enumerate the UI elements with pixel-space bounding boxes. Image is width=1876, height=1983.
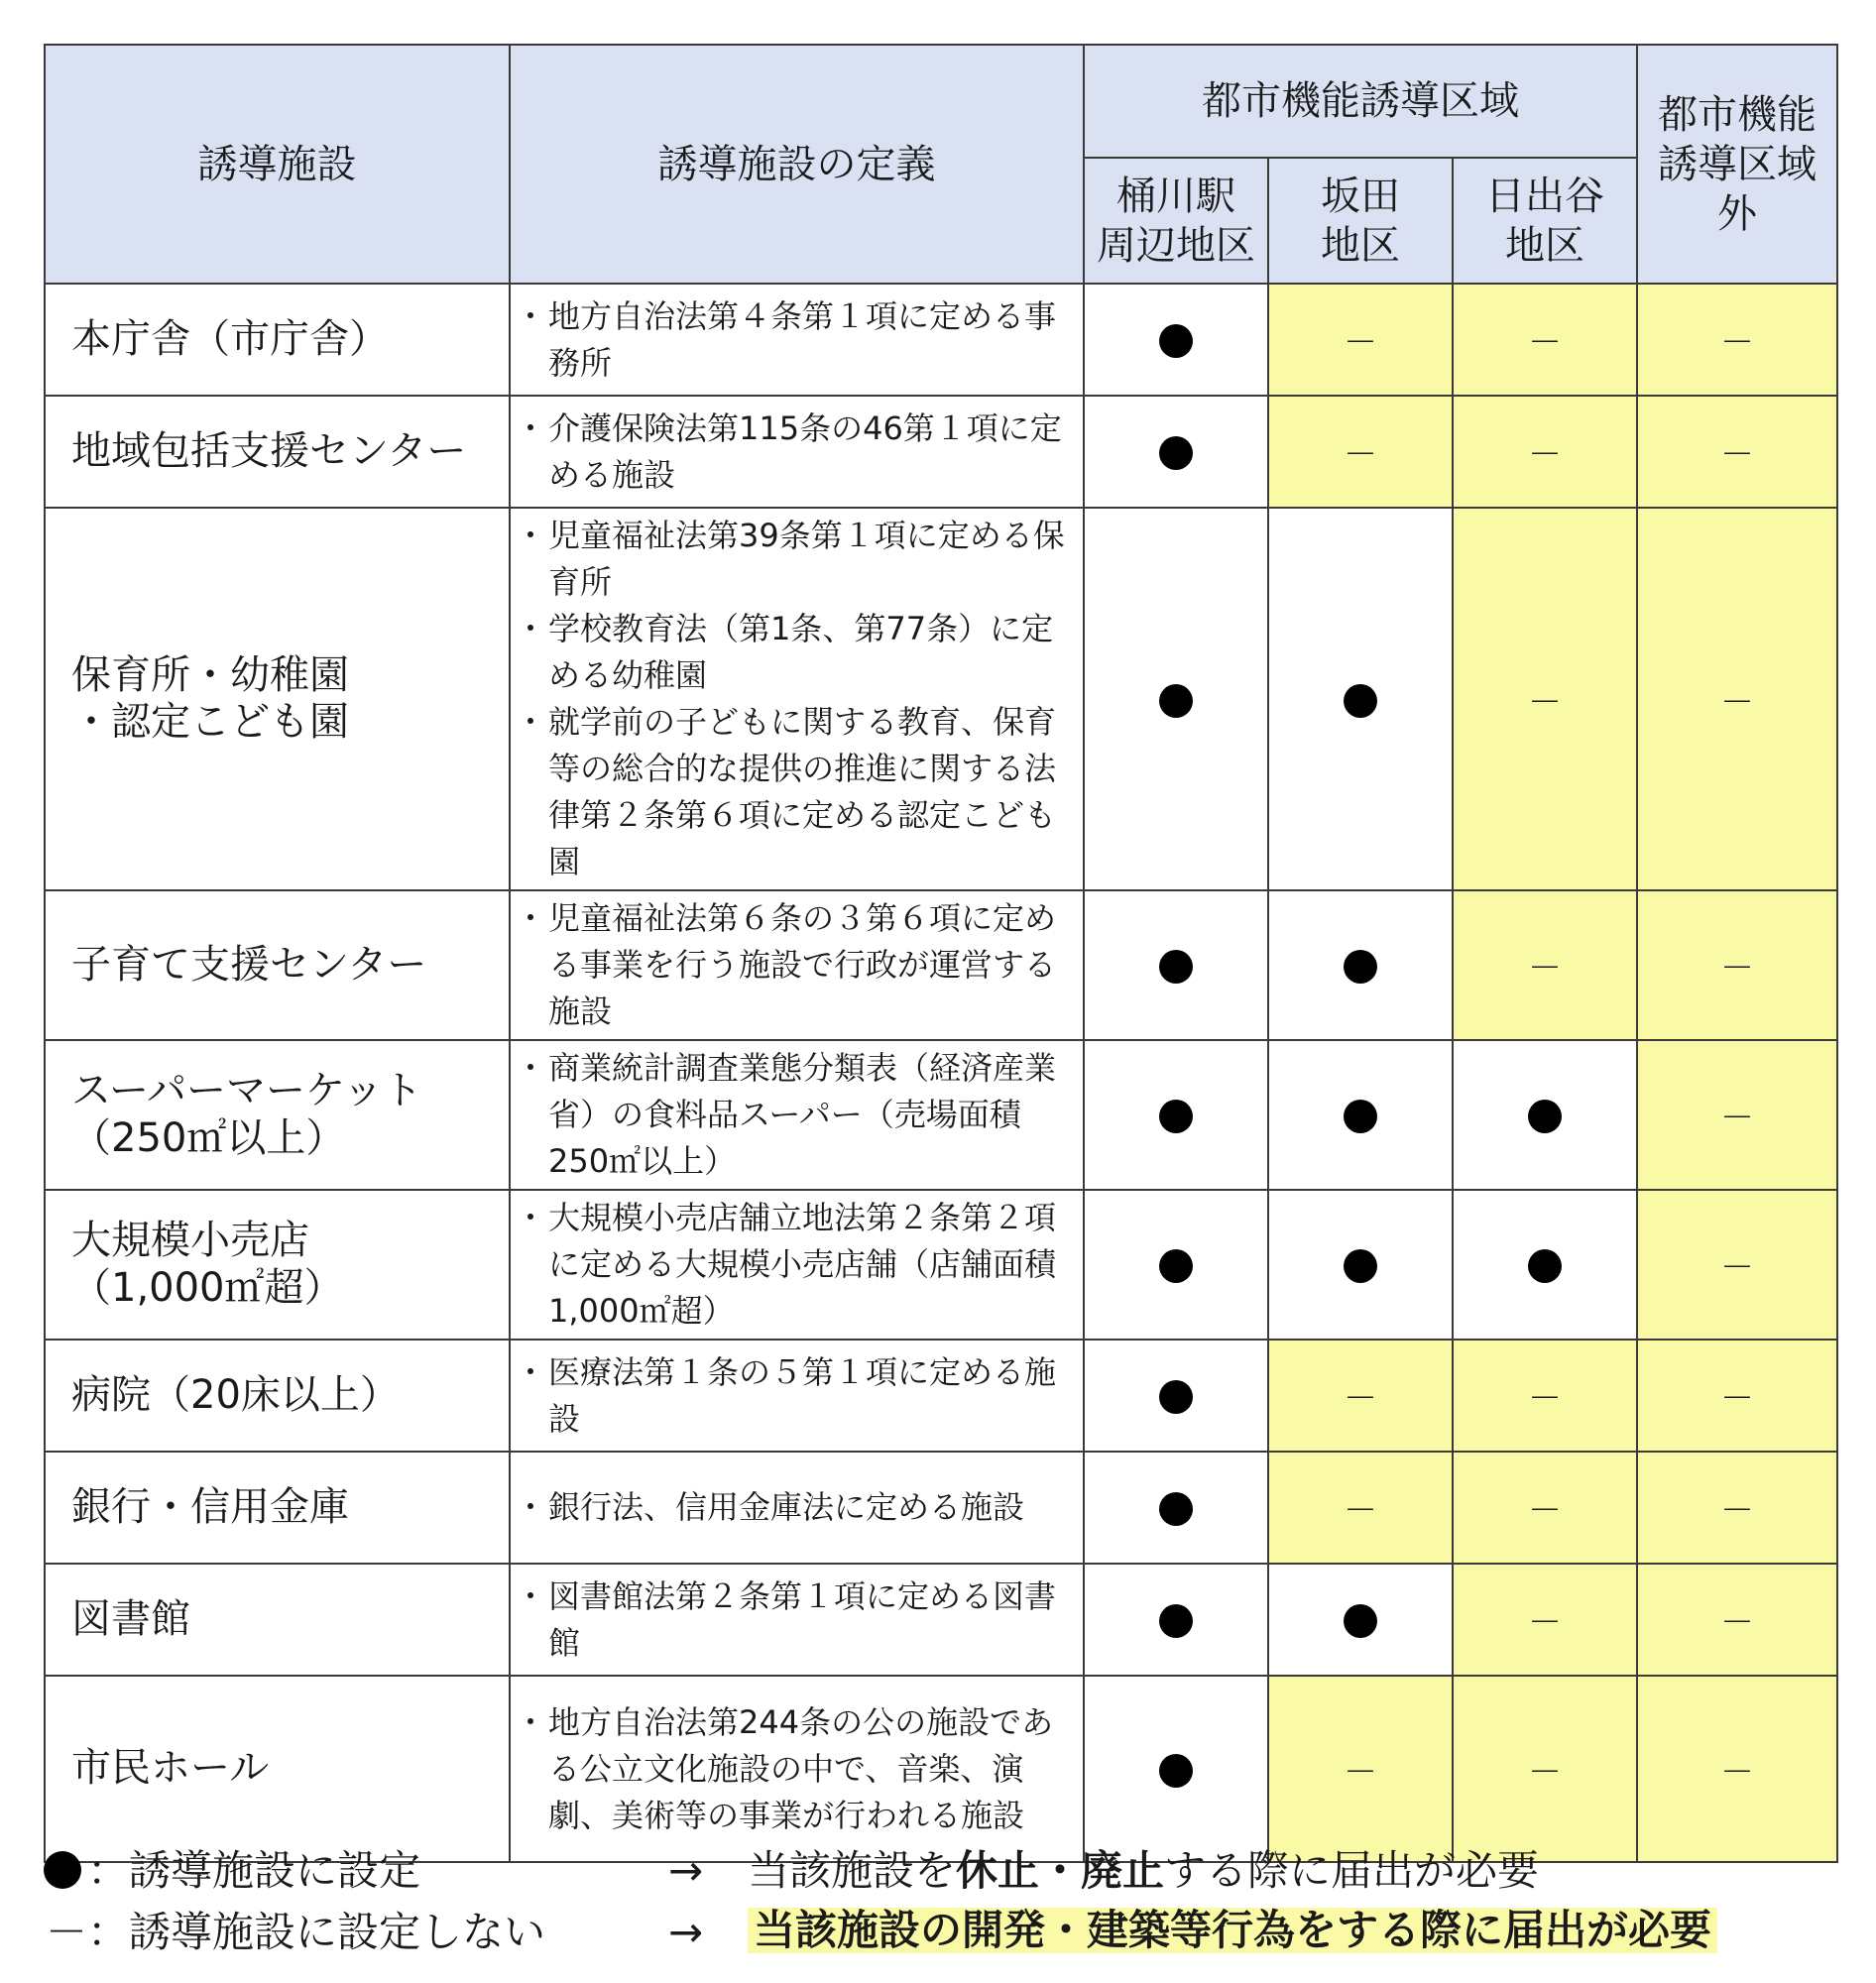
facility-name: 図書館	[45, 1564, 510, 1676]
not-designated-dash: －	[1344, 1491, 1377, 1531]
mark-cell-sakata	[1268, 508, 1453, 890]
not-designated-dash: －	[1720, 1248, 1755, 1288]
not-designated-dash: －	[1528, 435, 1562, 475]
designated-dot-icon	[1159, 1100, 1193, 1133]
mark-cell-okegawa	[1084, 1564, 1268, 1676]
mark-cell-outside	[1637, 396, 1837, 508]
definition-item: ・ 学校教育法（第1条、第77条）に定める幼稚園	[519, 606, 1079, 699]
not-designated-dash: －	[1528, 682, 1562, 723]
not-designated-dash: －	[1344, 1752, 1377, 1793]
not-designated-dash: －	[1720, 435, 1755, 475]
mark-cell-okegawa	[1084, 396, 1268, 508]
mark-cell-okegawa	[1084, 1676, 1268, 1862]
facility-name: 保育所・幼稚園 ・認定こども園	[45, 508, 510, 890]
facility-name: 大規模小売店 （1,000㎡超）	[45, 1190, 510, 1340]
mark-cell-sakata	[1268, 1564, 1453, 1676]
legend-dot-icon	[44, 1850, 81, 1892]
designated-dot-icon	[1159, 684, 1193, 718]
facility-table	[44, 44, 1838, 1863]
not-designated-dash: －	[1528, 1752, 1562, 1793]
table-row	[45, 284, 1837, 396]
mark-cell-hideya	[1453, 890, 1637, 1040]
not-designated-dash: －	[1344, 323, 1377, 363]
mark-cell-outside	[1637, 1564, 1837, 1676]
legend-dot-result: 当該施設を休止・廃止する際に届出が必要	[748, 1846, 1540, 1895]
not-designated-dash: －	[1720, 323, 1755, 363]
mark-cell-okegawa	[1084, 1452, 1268, 1564]
mark-cell-okegawa	[1084, 1040, 1268, 1190]
mark-cell-hideya	[1453, 284, 1637, 396]
table-row	[45, 1676, 1837, 1862]
mark-cell-hideya	[1453, 396, 1637, 508]
designated-dot-icon	[1344, 684, 1377, 718]
designated-dot-icon	[1344, 1100, 1377, 1133]
mark-cell-sakata	[1268, 284, 1453, 396]
table-row	[45, 1190, 1837, 1340]
mark-cell-outside	[1637, 1452, 1837, 1564]
mark-cell-hideya	[1453, 508, 1637, 890]
mark-cell-outside	[1637, 508, 1837, 890]
header-zone-okegawa: 桶川駅 周辺地区	[1084, 158, 1268, 284]
not-designated-dash: －	[1528, 1491, 1562, 1531]
mark-cell-sakata	[1268, 1190, 1453, 1340]
not-designated-dash: －	[1344, 435, 1377, 475]
mark-cell-sakata	[1268, 890, 1453, 1040]
mark-cell-outside	[1637, 1040, 1837, 1190]
facility-definition	[510, 508, 1084, 890]
table-row	[45, 396, 1837, 508]
legend-dash-label: ：誘導施設に設定しない	[87, 1908, 546, 1956]
facility-definition	[510, 1340, 1084, 1452]
legend-arrow-2: →	[668, 1908, 704, 1956]
mark-cell-outside	[1637, 890, 1837, 1040]
mark-cell-hideya	[1453, 1452, 1637, 1564]
definition-item: ・ 児童福祉法第39条第１項に定める保育所	[519, 513, 1079, 606]
header-facility: 誘導施設	[45, 45, 510, 284]
table-row	[45, 1564, 1837, 1676]
definition-item: ・ 地方自治法第244条の公の施設である公立文化施設の中で、音楽、演劇、美術等の事業が行われる施設	[519, 1699, 1079, 1839]
mark-cell-okegawa	[1084, 1340, 1268, 1452]
mark-cell-hideya	[1453, 1190, 1637, 1340]
mark-cell-okegawa	[1084, 508, 1268, 890]
mark-cell-hideya	[1453, 1676, 1637, 1862]
mark-cell-okegawa	[1084, 890, 1268, 1040]
designated-dot-icon	[1159, 1380, 1193, 1414]
designated-dot-icon	[1344, 1249, 1377, 1283]
not-designated-dash: －	[1720, 1099, 1755, 1138]
designated-dot-icon	[1159, 324, 1193, 358]
facility-name: 市民ホール	[45, 1676, 510, 1862]
table-row	[45, 508, 1837, 890]
facility-name: 銀行・信用金庫	[45, 1452, 510, 1564]
header-definition: 誘導施設の定義	[510, 45, 1084, 284]
mark-cell-sakata	[1268, 1452, 1453, 1564]
designated-dot-icon	[1159, 950, 1193, 984]
mark-cell-hideya	[1453, 1564, 1637, 1676]
not-designated-dash: －	[1528, 1603, 1562, 1643]
designated-dot-icon	[1159, 1249, 1193, 1283]
designated-dot-icon	[1528, 1249, 1562, 1283]
table-body	[45, 284, 1837, 1862]
definition-item: ・ 銀行法、信用金庫法に定める施設	[519, 1484, 1079, 1531]
mark-cell-outside	[1637, 1190, 1837, 1340]
mark-cell-sakata	[1268, 1340, 1453, 1452]
facility-name: 本庁舎（市庁舎）	[45, 284, 510, 396]
mark-cell-hideya	[1453, 1040, 1637, 1190]
not-designated-dash: －	[1720, 1491, 1755, 1531]
legend-dash-result: 当該施設の開発・建築等行為をする際に届出が必要	[748, 1908, 1717, 1953]
facility-definition	[510, 1452, 1084, 1564]
mark-cell-okegawa	[1084, 284, 1268, 396]
mark-cell-outside	[1637, 1340, 1837, 1452]
designated-dot-icon	[1159, 1604, 1193, 1638]
facility-name: 地域包括支援センター	[45, 396, 510, 508]
mark-cell-sakata	[1268, 1676, 1453, 1862]
mark-cell-outside	[1637, 1676, 1837, 1862]
facility-definition	[510, 1190, 1084, 1340]
not-designated-dash: －	[1720, 1379, 1755, 1419]
designated-dot-icon	[1344, 950, 1377, 984]
header-zone-sakata: 坂田 地区	[1268, 158, 1453, 284]
designated-dot-icon	[1159, 1754, 1193, 1788]
facility-name: 子育て支援センター	[45, 890, 510, 1040]
not-designated-dash: －	[1528, 323, 1562, 363]
facility-definition	[510, 890, 1084, 1040]
header-outside-zone: 都市機能 誘導区域 外	[1637, 45, 1837, 284]
designated-dot-icon	[1528, 1100, 1562, 1133]
table-row	[45, 1452, 1837, 1564]
not-designated-dash: －	[1720, 1752, 1755, 1793]
table-row	[45, 1040, 1837, 1190]
header-zone-hideya: 日出谷 地区	[1453, 158, 1637, 284]
facility-definition	[510, 1564, 1084, 1676]
facility-definition	[510, 396, 1084, 508]
definition-item: ・ 大規模小売店舗立地法第２条第２項に定める大規模小売店舗（店舗面積1,000㎡超）	[519, 1195, 1079, 1335]
facility-name: スーパーマーケット （250㎡以上）	[45, 1040, 510, 1190]
designated-dot-icon	[1159, 1492, 1193, 1526]
definition-item: ・ 医療法第１条の５第１項に定める施設	[519, 1349, 1079, 1443]
mark-cell-sakata	[1268, 1040, 1453, 1190]
definition-item: ・ 商業統計調査業態分類表（経済産業省）の食料品スーパー（売場面積250㎡以上）	[519, 1045, 1079, 1185]
not-designated-dash: －	[1528, 1379, 1562, 1419]
legend-dot-label: ：誘導施設に設定	[87, 1846, 421, 1895]
table-row	[45, 1340, 1837, 1452]
definition-item: ・ 地方自治法第４条第１項に定める事務所	[519, 293, 1079, 387]
not-designated-dash: －	[1720, 949, 1755, 989]
designated-dot-icon	[1159, 436, 1193, 470]
facility-definition	[510, 284, 1084, 396]
mark-cell-sakata	[1268, 396, 1453, 508]
mark-cell-outside	[1637, 284, 1837, 396]
mark-cell-okegawa	[1084, 1190, 1268, 1340]
table-row	[45, 890, 1837, 1040]
legend-dash-icon: －	[46, 1908, 88, 1956]
designated-dot-icon	[1344, 1604, 1377, 1638]
legend-arrow-1: →	[668, 1846, 704, 1895]
not-designated-dash: －	[1720, 682, 1755, 723]
not-designated-dash: －	[1344, 1379, 1377, 1419]
not-designated-dash: －	[1528, 949, 1562, 989]
facility-definition	[510, 1040, 1084, 1190]
facility-definition	[510, 1676, 1084, 1862]
definition-item: ・ 児童福祉法第６条の３第６項に定める事業を行う施設で行政が運営する施設	[519, 895, 1079, 1035]
header-zone-group: 都市機能誘導区域	[1084, 45, 1637, 158]
definition-item: ・ 介護保険法第115条の46第１項に定める施設	[519, 406, 1079, 499]
facility-name: 病院（20床以上）	[45, 1340, 510, 1452]
not-designated-dash: －	[1720, 1603, 1755, 1643]
mark-cell-hideya	[1453, 1340, 1637, 1452]
definition-item: ・ 図書館法第２条第１項に定める図書館	[519, 1574, 1079, 1667]
definition-item: ・ 就学前の子どもに関する教育、保育等の総合的な提供の推進に関する法律第２条第６項に定める認定こども園	[519, 699, 1079, 885]
